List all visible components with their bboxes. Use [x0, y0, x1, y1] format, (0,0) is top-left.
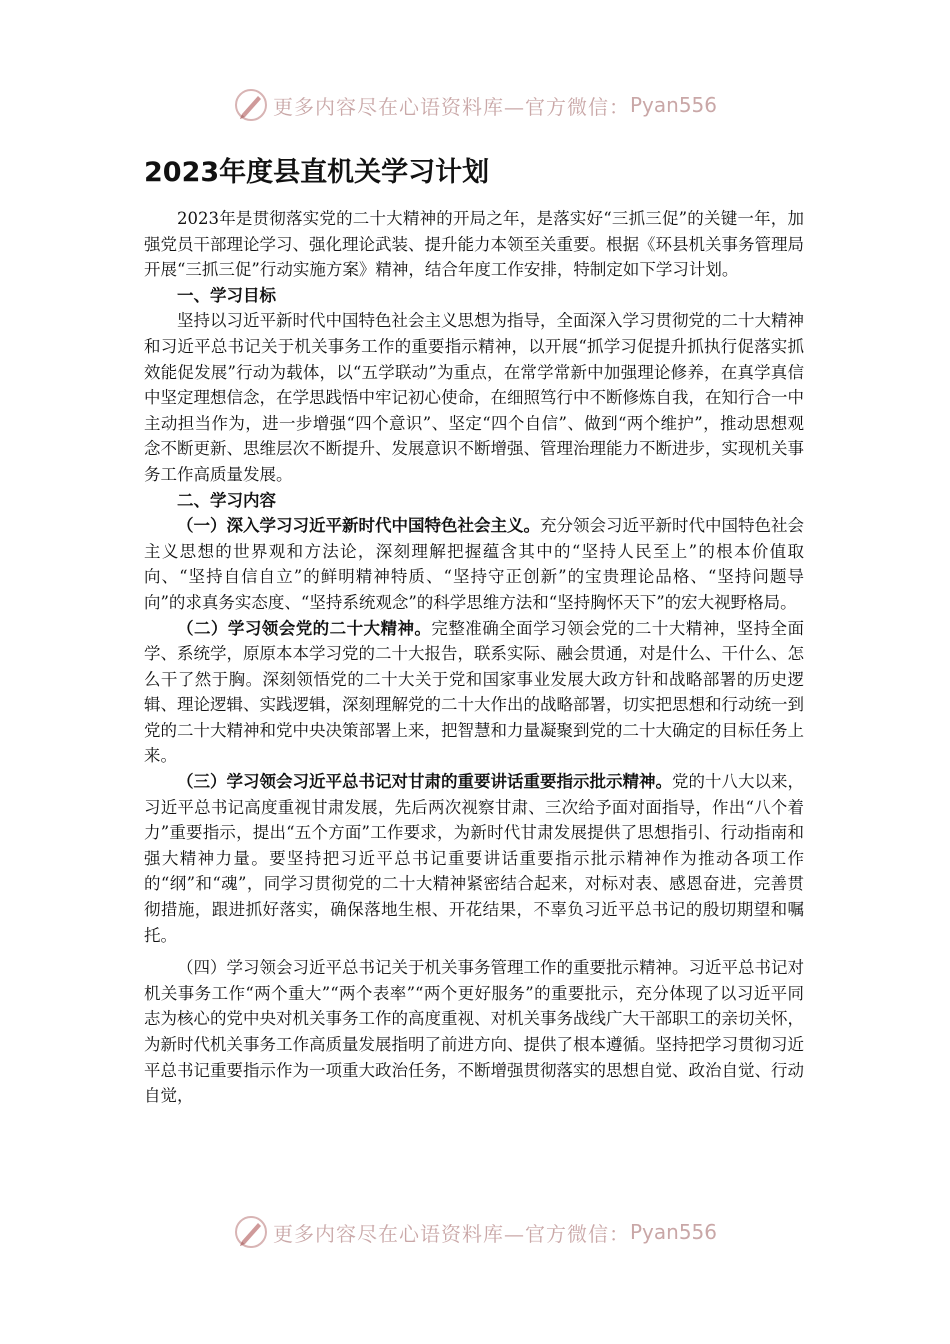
pen-logo-icon	[233, 87, 269, 123]
content-item-4: （四）学习领会习近平总书记关于机关事务管理工作的重要批示精神。习近平总书记对机关事务工作“两个重大”“两个表率”“两个更好服务”的重要批示，充分体现了以习近平同志为核心的党中央对机关事务工作的高度重视、对机关事务战线广大干部职工的亲切关怀，为新时代机关事务工作高质量发展指明了前进方向、提供了根本遵循。坚持把学习贯彻习近平总书记重要指示作为一项重大政治任务，不断增强贯彻落实的思想自觉、政治自觉、行动自觉，	[144, 958, 804, 1106]
content-item-2	[144, 616, 804, 770]
pen-logo-icon	[233, 1214, 269, 1250]
watermark-id: Pyan556	[629, 1220, 717, 1244]
content-item-2-text: 完整准确全面学习领会党的二十大精神，坚持全面学、系统学，原原本本学习党的二十大报告，联系实际、融会贯通，对是什么、干什么、怎么干了然于胸。深刻领悟党的二十大关于党和国家事业发展大政方针和战略部署的历史逻辑、理论逻辑、实践逻辑，深刻理解党的二十大作出的战略部署，切实把思想和行动统一到党的二十大精神和党中央决策部署上来，把智慧和力量凝聚到党的二十大确定的目标任务上来。	[144, 618, 805, 766]
section-heading-content: 二、学习内容	[177, 490, 276, 510]
watermark-id: Pyan556	[629, 93, 717, 117]
content-item-3-heading: （三）学习领会习近平总书记对甘肃的重要讲话重要指示批示精神。	[177, 772, 672, 792]
content-item-1-text: 充分领会习近平新时代中国特色社会主义思想的世界观和方法论，深刻理解把握蕴含其中的“坚持人民至上”的根本价值取向、“坚持自信自立”的鲜明精神特质、“坚持守正创新”的宝贵理论品格、“坚持问题导向”的求真务实态度、“坚持系统观念”的科学思维方法和“坚持胸怀天下”的宏大视野格局。	[144, 516, 804, 612]
watermark-text: 更多内容尽在心语资料库—官方微信：	[272, 1221, 630, 1246]
intro-paragraph: 2023年是贯彻落实党的二十大精神的开局之年，是落实好“三抓三促”的关键一年，加强党员干部理论学习、强化理论武装、提升能力本领至关重要。根据《环县机关事务管理局开展“三抓三促”行动实施方案》精神，结合年度工作安排，特制定如下学习计划。	[144, 209, 804, 280]
content-item-3-text: 党的十八大以来，习近平总书记高度重视甘肃发展，先后两次视察甘肃、三次给予面对面指导，作出“八个着力”重要指示，提出“五个方面”工作要求，为新时代甘肃发展提供了思想指引、行动指南和强大精神力量。要坚持把习近平总书记重要讲话重要指示批示精神作为推动各项工作的“纲”和“魂”，同学习贯彻党的二十大精神紧密结合起来，对标对表、感恩奋进，完善贯彻措施，跟进抓好落实，确保落地生根、开花结果，不辜负习近平总书记的殷切期望和嘱托。	[144, 772, 804, 945]
goals-paragraph: 坚持以习近平新时代中国特色社会主义思想为指导，全面深入学习贯彻党的二十大精神和习近平总书记关于机关事务工作的重要指示精神，以开展“抓学习促提升抓执行促落实抓效能促发展”行动为载体，以“五学联动”为重点，在常学常新中加强理论修养，在真学真信中坚定理想信念，在学思践悟中牢记初心使命，在细照笃行中不断修炼自我，在知行合一中主动担当作为，进一步增强“四个意识”、坚定“四个自信”、做到“两个维护”，推动思想观念不断更新、思维层次不断提升、发展意识不断增强、管理治理能力不断进步，实现机关事务工作高质量发展。	[144, 311, 804, 484]
watermark-header	[0, 84, 950, 126]
watermark-footer	[0, 1211, 950, 1253]
content-item-2-heading: （二）学习领会党的二十大精神。	[177, 618, 432, 638]
content-item-1	[144, 513, 804, 615]
document-body	[144, 206, 804, 1109]
content-item-1-heading: （一）深入学习习近平新时代中国特色社会主义。	[177, 516, 540, 536]
watermark-text: 更多内容尽在心语资料库—官方微信：	[272, 94, 630, 119]
page-title: 2023年度县直机关学习计划	[144, 157, 490, 188]
section-heading-goals: 一、学习目标	[177, 285, 276, 305]
content-item-3	[144, 769, 804, 948]
